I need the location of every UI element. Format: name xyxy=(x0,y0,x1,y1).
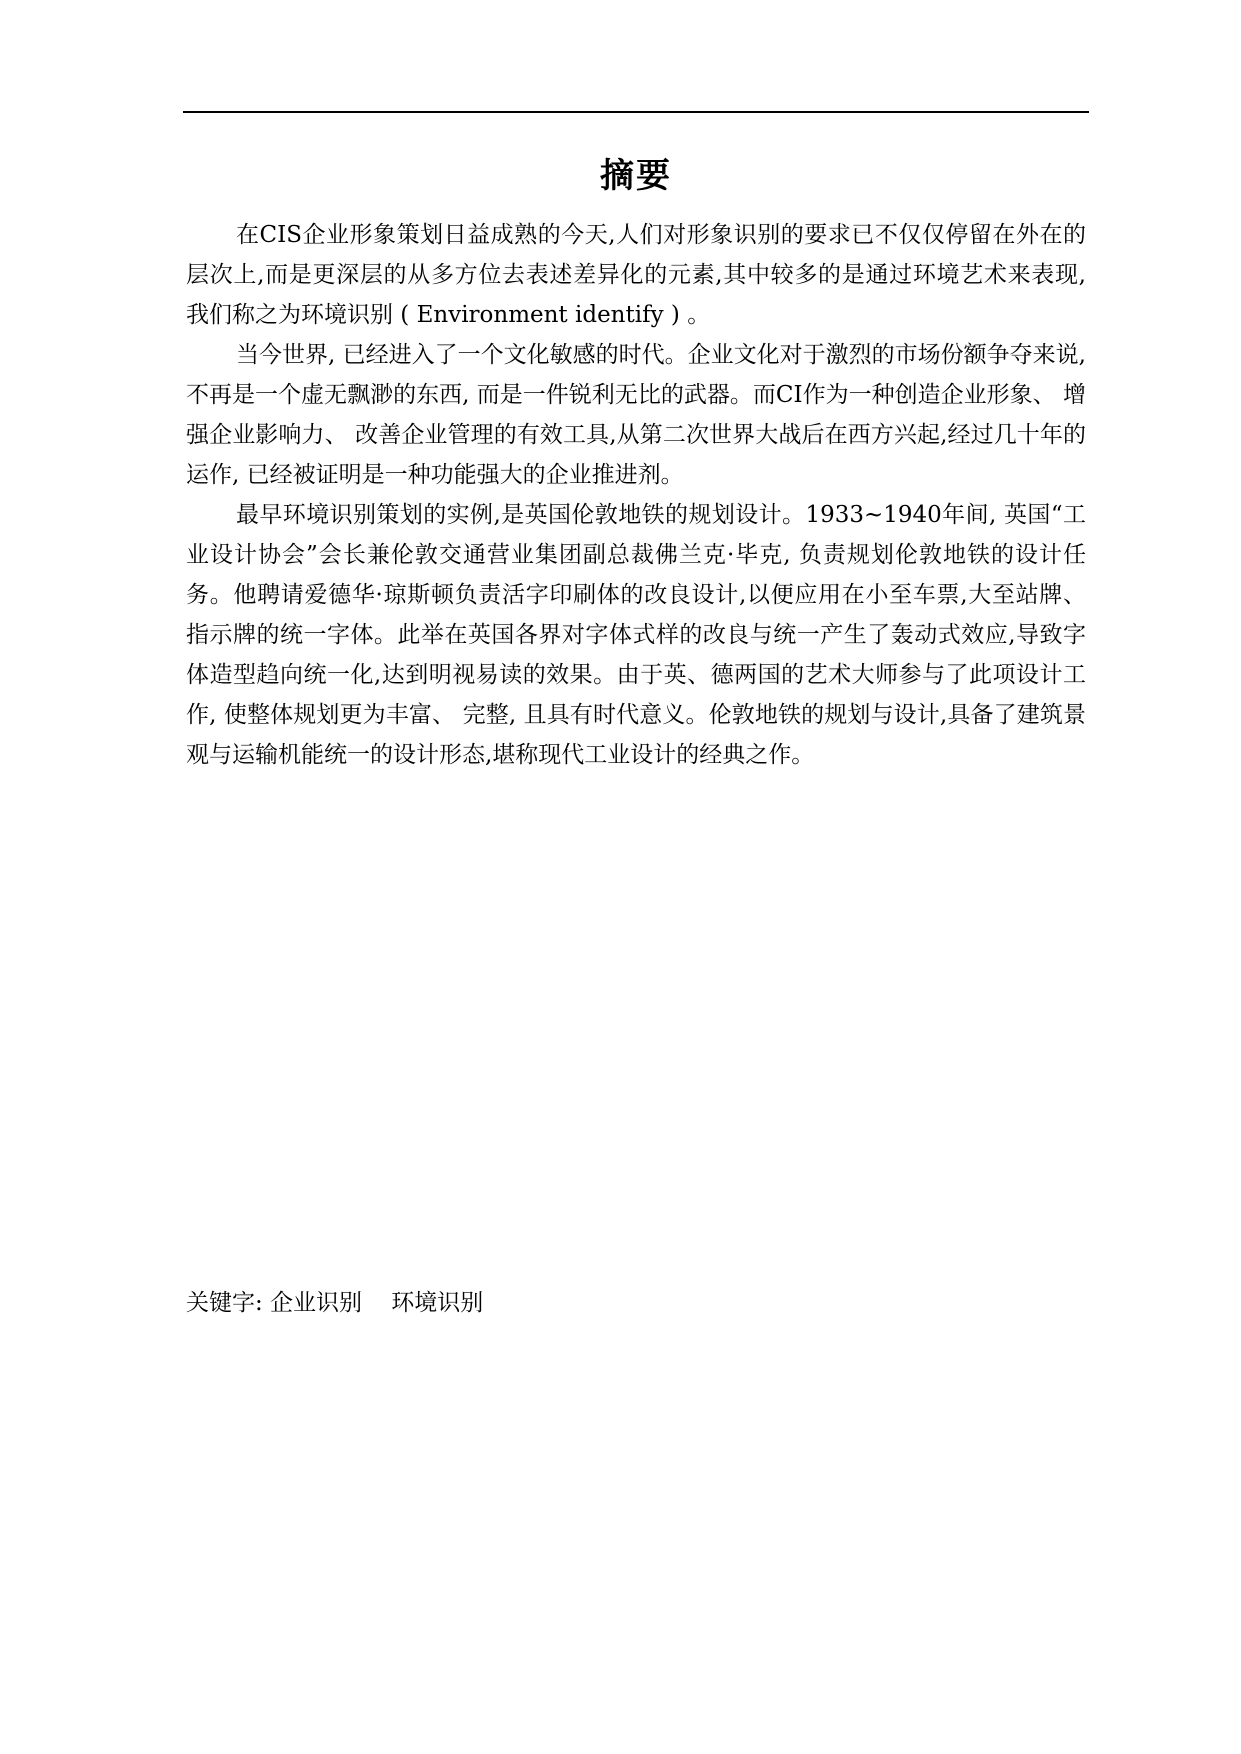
header-rule xyxy=(183,111,1089,113)
paragraph: 当今世界, 已经进入了一个文化敏感的时代。企业文化对于激烈的市场份额争夺来说,不再是一个虚无飘渺的东西, 而是一件锐利无比的武器。而CI作为一种创造企业形象、 增强企业影响力、 改善企业管理的有效工具,从第二次世界大战后在西方兴起,经过几十年的运作, 已经被证明是一种功能强大的企业推进剂。 xyxy=(186,342,1086,488)
abstract-body xyxy=(186,215,1086,775)
keywords-line: 关键字: 企业识别 环境识别 xyxy=(186,1290,484,1316)
page-title: 摘要 xyxy=(600,156,672,196)
paragraph: 最早环境识别策划的实例,是英国伦敦地铁的规划设计。1933~1940年间, 英国“工业设计协会”会长兼伦敦交通营业集团副总裁佛兰克·毕克, 负责规划伦敦地铁的设计任务。他聘请爱德华·琼斯顿负责活字印刷体的改良设计,以便应用在小至车票,大至站牌、 指示牌的统一字体。此举在英国各界对字体式样的改良与统一产生了轰动式效应,导致字体造型趋向统一化,达到明视易读的效果。由于英、德两国的艺术大师参与了此项设计工作, 使整体规划更为丰富、 完整, 且具有时代意义。伦敦地铁的规划与设计,具备了建筑景观与运输机能统一的设计形态,堪称现代工业设计的经典之作。 xyxy=(186,502,1086,768)
paragraph: 在CIS企业形象策划日益成熟的今天,人们对形象识别的要求已不仅仅停留在外在的层次上,而是更深层的从多方位去表述差异化的元素,其中较多的是通过环境艺术来表现, 我们称之为环境识别 ( Environment identify ) 。 xyxy=(186,222,1086,328)
